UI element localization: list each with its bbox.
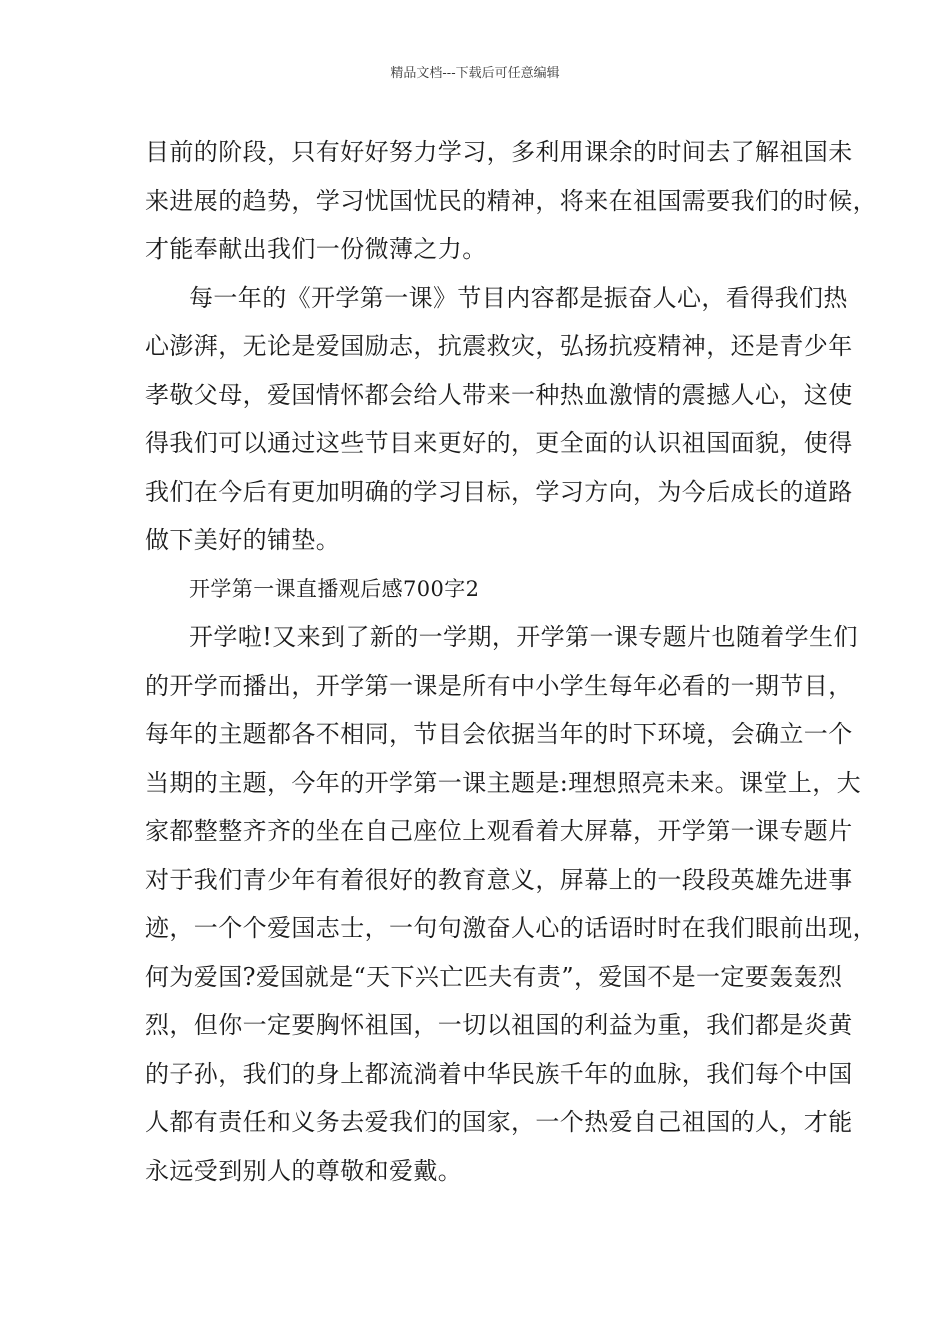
text-line: 何为爱国?爱国就是“天下兴亡匹夫有责”，爱国不是一定要轰轰烈 xyxy=(145,962,843,991)
section-heading: 开学第一课直播观后感700字2 xyxy=(189,576,480,601)
text-line: 永远受到别人的尊敬和爱戴。 xyxy=(145,1156,463,1185)
text-line: 做下美好的铺垫。 xyxy=(145,526,341,554)
text-line: 心澎湃，无论是爱国励志，抗震救灾，弘扬抗疫精神，还是青少年 xyxy=(145,332,853,360)
text-line: 每年的主题都各不相同，节目会依据当年的时下环境，会确立一个 xyxy=(145,720,853,748)
text-line: 才能奉献出我们一份微薄之力。 xyxy=(145,235,487,263)
text-line: 迹，一个个爱国志士，一句句激奋人心的话语时时在我们眼前出现， xyxy=(145,914,877,942)
text-line: 的子孙，我们的身上都流淌着中华民族千年的血脉，我们每个中国 xyxy=(145,1059,853,1088)
text-line: 人都有责任和义务去爱我们的国家，一个热爱自己祖国的人，才能 xyxy=(145,1108,853,1136)
text-line: 对于我们青少年有着很好的教育意义，屏幕上的一段段英雄先进事 xyxy=(145,865,853,894)
document-body xyxy=(145,128,877,1195)
paragraph-first-line: 开学啦!又来到了新的一学期，开学第一课专题片也随着学生们 xyxy=(189,623,858,651)
page-header: 精品文档---下载后可任意编辑 xyxy=(390,66,560,81)
text-line: 孝敬父母，爱国情怀都会给人带来一种热血激情的震撼人心，这使 xyxy=(145,380,853,409)
text-line: 烈，但你一定要胸怀祖国，一切以祖国的利益为重，我们都是炎黄 xyxy=(145,1011,853,1039)
text-line: 的开学而播出，开学第一课是所有中小学生每年必看的一期节目， xyxy=(145,671,853,700)
text-line: 来进展的趋势，学习忧国忧民的精神，将来在祖国需要我们的时候， xyxy=(145,186,877,215)
text-line: 目前的阶段，只有好好努力学习，多利用课余的时间去了解祖国未 xyxy=(145,138,853,166)
text-line: 得我们可以通过这些节目来更好的，更全面的认识祖国面貌，使得 xyxy=(145,429,853,457)
text-line: 我们在今后有更加明确的学习目标，学习方向，为今后成长的道路 xyxy=(145,477,853,506)
paragraph-first-line: 每一年的《开学第一课》节目内容都是振奋人心，看得我们热 xyxy=(189,283,848,312)
text-line: 当期的主题，今年的开学第一课主题是:理想照亮未来。课堂上，大 xyxy=(145,768,862,797)
text-line: 家都整整齐齐的坐在自己座位上观看着大屏幕，开学第一课专题片 xyxy=(145,817,853,845)
